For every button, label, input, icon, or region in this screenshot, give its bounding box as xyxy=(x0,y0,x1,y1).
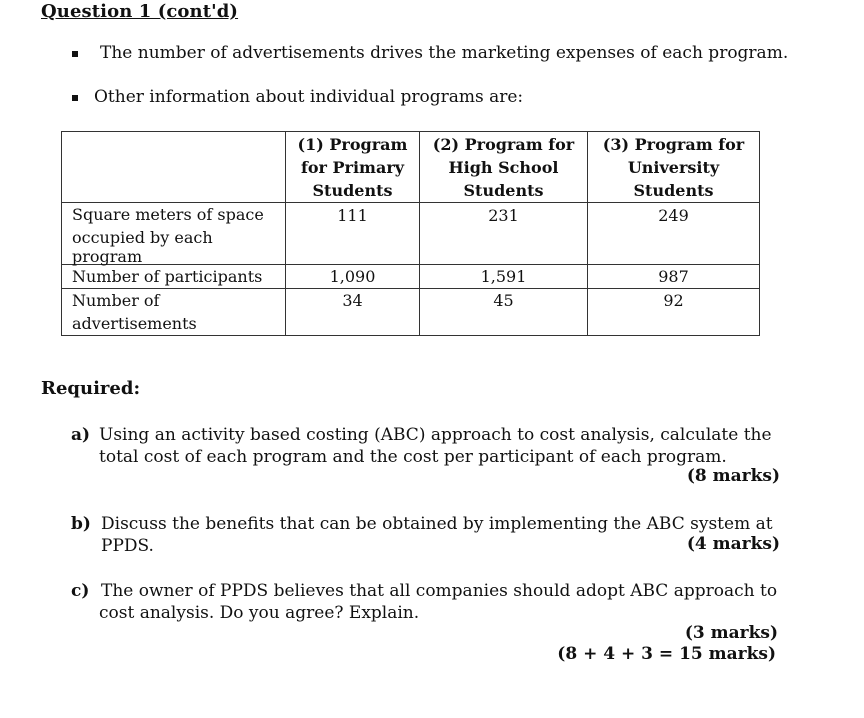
table-header-row xyxy=(62,132,760,203)
question-label: b) xyxy=(71,514,91,534)
bullet-square-icon xyxy=(72,51,78,57)
table-row-label: Number of participants xyxy=(62,265,286,289)
table-cell: 45 xyxy=(420,289,588,336)
bullet-text: Other information about individual programs are: xyxy=(94,87,524,107)
question-label: a) xyxy=(71,425,91,445)
question-label: c) xyxy=(71,581,90,601)
total-marks: (8 + 4 + 3 = 15 marks) xyxy=(557,644,776,664)
table-row-label: Number of advertisements xyxy=(62,289,286,336)
table-cell: 249 xyxy=(588,203,760,265)
question-marks: (3 marks) xyxy=(684,623,778,643)
question-text: The owner of PPDS believes that all companies should adopt ABC approach to cost analysis. Do you agree? Explain. xyxy=(99,581,778,623)
table-row-label: Square meters of space occupied by each program xyxy=(62,203,286,265)
question-marks: (4 marks) xyxy=(686,534,780,554)
table-cell: 111 xyxy=(286,203,420,265)
table-cell: 1,090 xyxy=(286,265,420,289)
question-marks: (8 marks) xyxy=(686,466,780,486)
question-text: Discuss the benefits that can be obtained by implementing the ABC system at PPDS. xyxy=(101,514,773,556)
table-header-cell: (2) Program for High School Students xyxy=(420,132,588,203)
table-header-cell: (3) Program for University Students xyxy=(588,132,760,203)
table-row xyxy=(62,289,760,336)
program-info-table xyxy=(61,131,760,336)
table-cell: 34 xyxy=(286,289,420,336)
question-text: Using an activity based costing (ABC) approach to cost analysis, calculate the total cost of each program and the cost per participant of each program. xyxy=(99,425,772,467)
required-heading: Required: xyxy=(41,378,141,399)
table-row xyxy=(62,203,760,265)
table-cell: 231 xyxy=(420,203,588,265)
table-header-empty xyxy=(62,132,286,203)
bullet-text: The number of advertisements drives the marketing expenses of each program. xyxy=(100,43,789,63)
table-row xyxy=(62,265,760,289)
table-header-cell: (1) Program for Primary Students xyxy=(286,132,420,203)
bullet-square-icon xyxy=(72,95,78,101)
table-cell: 1,591 xyxy=(420,265,588,289)
table-cell: 987 xyxy=(588,265,760,289)
table-cell: 92 xyxy=(588,289,760,336)
question-heading: Question 1 (cont'd) xyxy=(41,1,239,22)
